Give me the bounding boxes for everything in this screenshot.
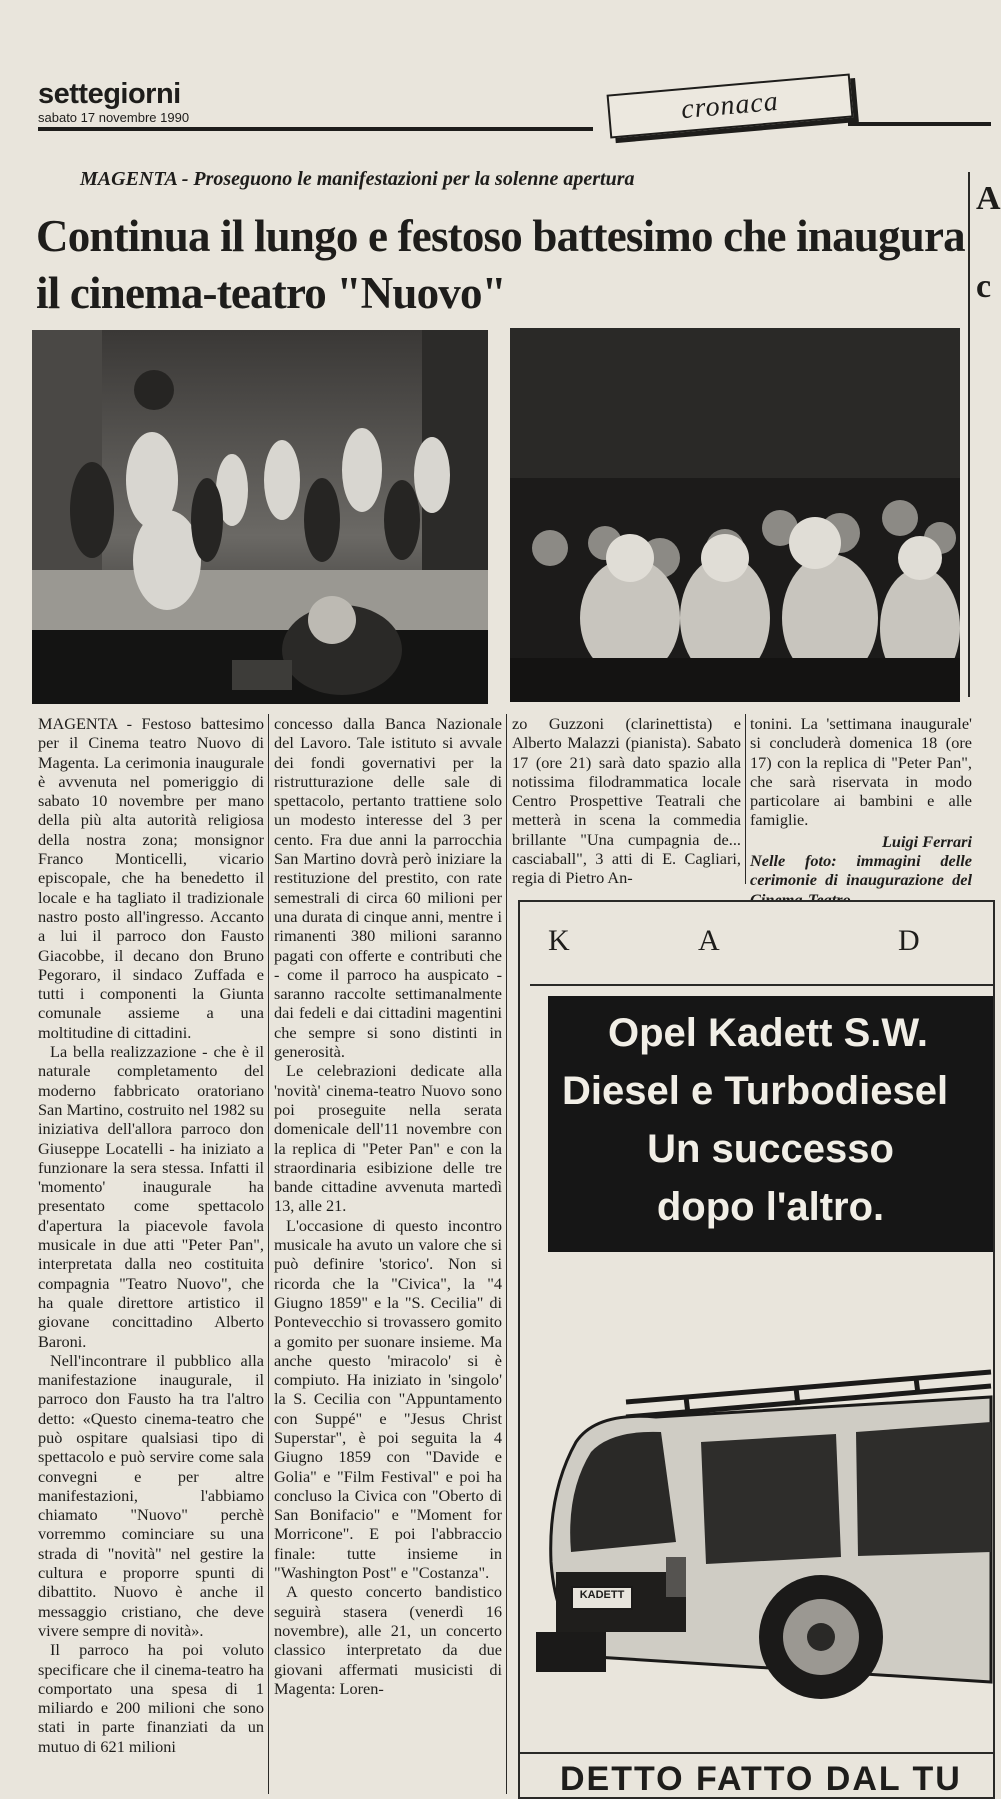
- ad-bottom-headline: DETTO FATTO DAL TU: [560, 1760, 962, 1798]
- col-rule-3: [745, 714, 746, 884]
- col3-text: zo Guzzoni (clarinettista) e Alberto Malazzi (pianista). Sabato 17 (ore 21) sarà dato spazio alla notissima filodrammatica locale Centro Prospettive Teatrali che metterà in scena la commedia brillante "Una cumpagnia de... casciaball", 3 atti di E. Cagliari, regia di Pietro An-: [512, 714, 741, 888]
- article-column-4: [750, 714, 972, 909]
- article-column-3: [512, 714, 741, 888]
- opel-advertisement: [518, 900, 995, 1799]
- stage-photo: [32, 330, 488, 704]
- col2-par-2: Le celebrazioni dedicate alla 'novità' cinema-teatro Nuovo sono poi proseguite nella serata domenicale dell'11 novembre con la replica di "Peter Pan" e con la straordinaria esibizione delle tre bande cittadine avvenuta martedì 13, alle 21.: [274, 1061, 502, 1216]
- ad-line-1: Opel Kadett S.W.: [608, 1011, 929, 1055]
- col1-par-4: Il parroco ha poi voluto specificare che il cinema-teatro ha comportato una spesa di 1 miliardo e 200 milioni che sono stati in parte finanziati da un mutuo di 621 milioni: [38, 1640, 264, 1756]
- ad-letter-d: D: [898, 924, 920, 957]
- ad-letter-k: K: [548, 924, 570, 957]
- photo-caption: Nelle foto: immagini delle cerimonie di inaugurazione del: [750, 851, 972, 890]
- stage-photo-image: [32, 330, 488, 704]
- article-column-1: [38, 714, 264, 1756]
- edge-letter-bottom: c: [976, 268, 992, 305]
- car-illustration: [536, 1302, 991, 1712]
- col4-text: tonini. La 'settimana inaugurale' si concluderà domenica 18 (ore 17) con la replica di "Peter Pan", che sarà riservata in modo particolare ai bambini e alle famiglie.: [750, 714, 972, 830]
- header-rule: [38, 127, 593, 131]
- col1-par-3: Nell'incontrare il pubblico alla manifestazione inaugurale, il parroco don Fausto ha tra l'altro detto: «Questo cinema-teatro che può ospitare qualsiasi tipo di spettacolo e può servire come sala convegni e per altre manifestazioni, l'abbiamo chiamato "Nuovo" perchè vorremmo cominciare su una strada di "novità" nel gestire la cultura e proporre spunti di dibattito. Nuovo è anche il messaggio cristiano, che deve vivere sempre di novità».: [38, 1350, 264, 1640]
- article-column-2: [274, 714, 502, 1698]
- col1-par-1: MAGENTA - Festoso battesimo per il Cinema teatro Nuovo di Magenta. La cerimonia inaugurale è avvenuta nel pomeriggio di sabato 10 novembre per mano della più alta autorità religiosa della nostra zona; monsignor Franco Monticelli, vicario episcopale, che ha benedetto il locale e ha tagliato il tradizionale nastro posto all'ingresso. Accanto a lui il parroco don Fausto Giacobbe, il decano don Bruno Pegoraro, il sindaco Zuffada e tutti i componenti la Giunta comunale assieme a una moltitudine di cittadini.: [38, 714, 264, 1042]
- ad-line-4: dopo l'altro.: [656, 1185, 885, 1229]
- audience-photo: [510, 328, 960, 702]
- headline: Continua il lungo e festoso battesimo che inaugura il cinema-teatro "Nuovo": [36, 211, 965, 318]
- ad-rule: [530, 984, 993, 986]
- ad-banner: [548, 996, 993, 1252]
- ad-line-2: Diesel e Turbodiesel: [562, 1069, 949, 1113]
- author-signature: Luigi Ferrari: [881, 831, 972, 851]
- col2-par-3: L'occasione di questo incontro musicale ha avuto un valore che si può definire 'storico'. Non si ricorda che la "Civica", la "4 Giugno 1859" e la "S. Cecilia" di Pontevecchio si trovassero gomito a gomito per suonare insieme. Ma anche questo 'miracolo' si è compiuto. Ha iniziato in 'singolo' la S. Cecilia con "Appuntamento con Suppé" e "Jesus Christ Superstar", è poi seguita la 4 Giugno 1859 con "Davide e Golia" e "Film Festival" e poi ha concluso la Civica con "Oberto di San Bonifacio" e "Moment for Morricone". E poi l'abbraccio finale: tutte insieme in "Washington Post" e "Costanza".: [274, 1215, 502, 1583]
- license-plate: KADETT: [579, 1589, 625, 1601]
- edge-letter-top: A: [976, 180, 1001, 217]
- ad-letter-a: A: [698, 924, 720, 957]
- audience-photo-image: [510, 328, 960, 702]
- ad-line-3: Un successo: [647, 1127, 894, 1171]
- right-edge-rule: [968, 172, 970, 697]
- col2-par-4: A questo concerto bandistico seguirà stasera (venerdì 16 novembre), alle 21, un concerto classico interpretato da due giovani affermati musicisti di Magenta: Loren-: [274, 1582, 502, 1698]
- ad-bottom-rule: [520, 1752, 993, 1754]
- section-label: cronaca: [607, 73, 854, 138]
- col-rule-2: [506, 714, 507, 1794]
- kicker: MAGENTA - Proseguono le manifestazioni per la solenne apertura: [80, 168, 635, 190]
- issue-date: sabato 17 novembre 1990: [38, 110, 190, 125]
- col-rule-1: [268, 714, 269, 1794]
- header-rule-right: [848, 122, 991, 126]
- col1-par-2: La bella realizzazione - che è il naturale completamento del moderno fabbricato oratoriano San Martino, costruito nel 1982 su iniziativa dell'allora parroco don Giuseppe Locatelli - ha iniziato a funzionare la sera stessa. Infatti il 'momento' inaugurale ha presentato come spettacolo d'apertura la piacevole favola musicale in due atti "Peter Pan", interpretata dalla neo costituita compagnia "Teatro Nuovo", che ha quale direttore artistico il giovane concittadino Alberto Baroni.: [38, 1042, 264, 1351]
- masthead: settegiorni: [38, 78, 181, 110]
- col2-par-1: concesso dalla Banca Nazionale del Lavoro. Tale istituto si avvale dei fondi governativi per la ristrutturazione delle sale di spettacolo, pertanto trattiene solo un modesto interesse del 3 per cento. Fra due anni la parrocchia San Martino dovrà però iniziare la restituzione del prestito, con rate semestrali di circa 60 milioni per una durata di cinque anni, mentre i rimanenti 380 milioni saranno pagati con offerte e contributi che - come il parroco ha auspicato - saranno raccolte settimanalmente dai fedeli e dai cittadini magentini che sempre si sono distinti in generosità.: [274, 714, 502, 1062]
